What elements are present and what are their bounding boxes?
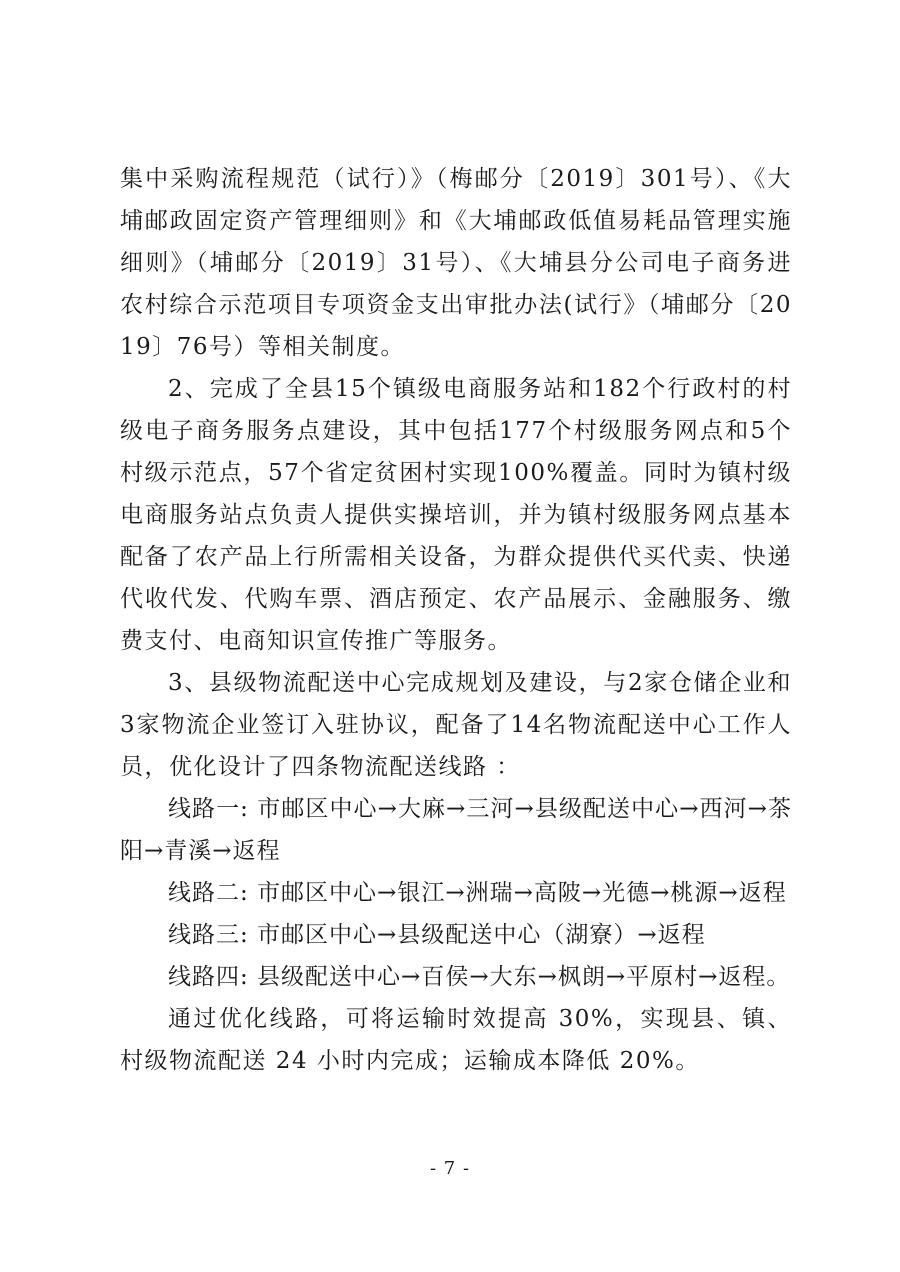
document-body bbox=[120, 158, 792, 1082]
page-number: - 7 - bbox=[429, 1158, 471, 1179]
route-two: 线路二: 市邮区中心→银江→洲瑞→高陂→光德→桃源→返程 bbox=[168, 880, 787, 906]
paragraph-regulations: 集中采购流程规范（试行）》（梅邮分〔2019〕301号）、《大埔邮政固定资产管理细则》和《大埔邮政低值易耗品管理实施细则》（埔邮分〔2019〕31号）、《大埔县分公司电子商务进农村综合示范项目专项资金支出审批办法(试行》（埔邮分〔2019〕76号）等相关制度。 bbox=[120, 166, 792, 360]
paragraph-optimization-result: 通过优化线路，可将运输时效提高 30%，实现县、镇、村级物流配送 24 小时内完成；运输成本降低 20%。 bbox=[120, 1006, 792, 1074]
route-one: 线路一: 市邮区中心→大麻→三河→县级配送中心→西河→茶阳→青溪→返程 bbox=[120, 796, 792, 864]
paragraph-service-stations: 2、完成了全县15个镇级电商服务站和182个行政村的村级电子商务服务点建设，其中包括177个村级服务网点和5个村级示范点，57个省定贫困村实现100%覆盖。同时为镇村级电商服务站点负责人提供实操培训，并为镇村级服务网点基本配备了农产品上行所需相关设备，为群众提供代买代卖、快递代收代发、代购车票、酒店预定、农产品展示、金融服务、缴费支付、电商知识宣传推广等服务。 bbox=[120, 376, 792, 654]
paragraph-logistics-center: 3、县级物流配送中心完成规划及建设，与2家仓储企业和3家物流企业签订入驻协议，配备了14名物流配送中心工作人员，优化设计了四条物流配送线路 ： bbox=[120, 670, 792, 780]
route-three: 线路三: 市邮区中心→县级配送中心（湖寮）→返程 bbox=[168, 922, 706, 948]
route-four: 线路四: 县级配送中心→百侯→大东→枫朗→平原村→返程。 bbox=[168, 964, 791, 990]
